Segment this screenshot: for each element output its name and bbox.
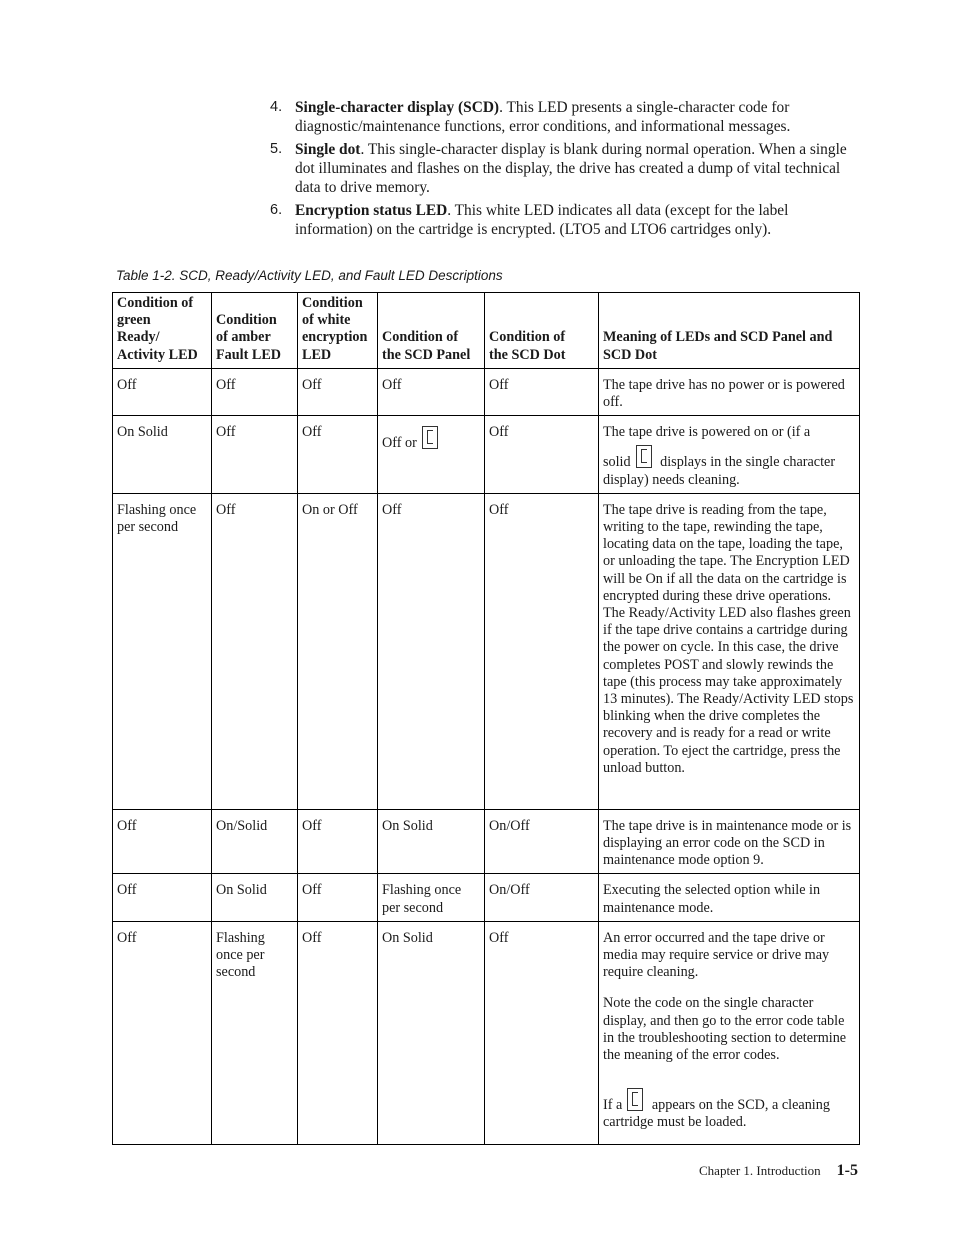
header-meaning: Meaning of LEDs and SCD Panel and SCD Dot (599, 293, 860, 369)
table-caption: Table 1-2. SCD, Ready/Activity LED, and Fault LED Descriptions (116, 268, 503, 283)
list-item: 6. Encryption status LED. This white LED indicates all data (except for the label information) on the cartridge is encrypted. (LTO5 and LTO6 cartridges only). (270, 202, 789, 238)
list-item-term: Single dot (295, 141, 361, 158)
table-row: Off On Solid Off Flashing once per second On/Off Executing the selected option while in maintenance mode. (113, 874, 860, 921)
page-number: 1-5 (836, 1162, 858, 1179)
list-item-term: Encryption status LED (295, 202, 448, 219)
header-green-led: Condition of green Ready/ Activity LED (113, 293, 212, 369)
table-row: On Solid Off Off Off or Off The tape drive is powered on or (if a solid displays in the single character display) needs cleaning. (113, 416, 860, 494)
list-item-term: Single-character display (SCD) (295, 99, 500, 116)
table-row: Flashing once per second Off On or Off Off Off The tape drive is reading from the tape, writing to the tape, rewinding the tape, locating data on the tape, loading the tape, or unloading the tape. The Encryption LED will be On if all the data on the cartridge is encrypted during these drive operations. The Ready/Activity LED also flashes green if the tape drive contains a cartridge during the power on cycle. In this case, the drive completes POST and slowly rewinds the tape (this process may take approximately 13 minutes). The Ready/Activity LED stops blinking when the drive completes the recovery and is ready for a read or write operation. To eject the cartridge, press the unload button. (113, 493, 860, 809)
cleaning-c-icon (627, 1088, 643, 1111)
header-amber-led: Condition of amber Fault LED (212, 293, 298, 369)
numbered-list (270, 98, 860, 243)
table-header-row (113, 293, 860, 369)
list-item-text: . This white LED indicates all data (except for the label information) on the cartridge is encrypted. (LTO5 and LTO6 cartridges only). (295, 202, 789, 238)
cleaning-c-icon (636, 445, 652, 468)
led-description-table (112, 292, 860, 1145)
table-row: Off Off Off Off Off The tape drive has no power or is powered off. (113, 368, 860, 415)
list-item: 4. Single-character display (SCD). This LED presents a single-character code for diagnostic/maintenance functions, error conditions, and informational messages. (270, 99, 791, 135)
header-scd-panel: Condition of the SCD Panel (378, 293, 485, 369)
list-item: 5. Single dot. This single-character display is blank during normal operation. When a single dot illuminates and flashes on the display, the drive has created a dump of vital technical data to drive memory. (270, 141, 847, 196)
table-row: Off On/Solid Off On Solid On/Off The tape drive is in maintenance mode or is displaying an error code on the SCD in maintenance mode option 9. (113, 809, 860, 874)
header-scd-dot: Condition of the SCD Dot (485, 293, 599, 369)
header-white-led: Condition of white encryption LED (298, 293, 378, 369)
table-row: Off Flashing once per second Off On Solid Off An error occurred and the tape drive or media may require service or drive may require cleaning. Note the code on the single character display, and then go to the error code table in the troubleshooting section to determine the meaning of the error codes. If a appears on the SCD, a cleaning cartridge must be loaded. (113, 921, 860, 1144)
list-item-text: . This LED presents a single-character code for diagnostic/maintenance functions, error conditions, and informational messages. (295, 99, 791, 135)
cleaning-c-icon (422, 426, 438, 449)
page-footer (699, 1162, 858, 1180)
list-item-text: . This single-character display is blank during normal operation. When a single dot illuminates and flashes on the display, the drive has created a dump of vital technical data to drive memory. (295, 141, 847, 196)
chapter-label: Chapter 1. Introduction (699, 1163, 821, 1178)
